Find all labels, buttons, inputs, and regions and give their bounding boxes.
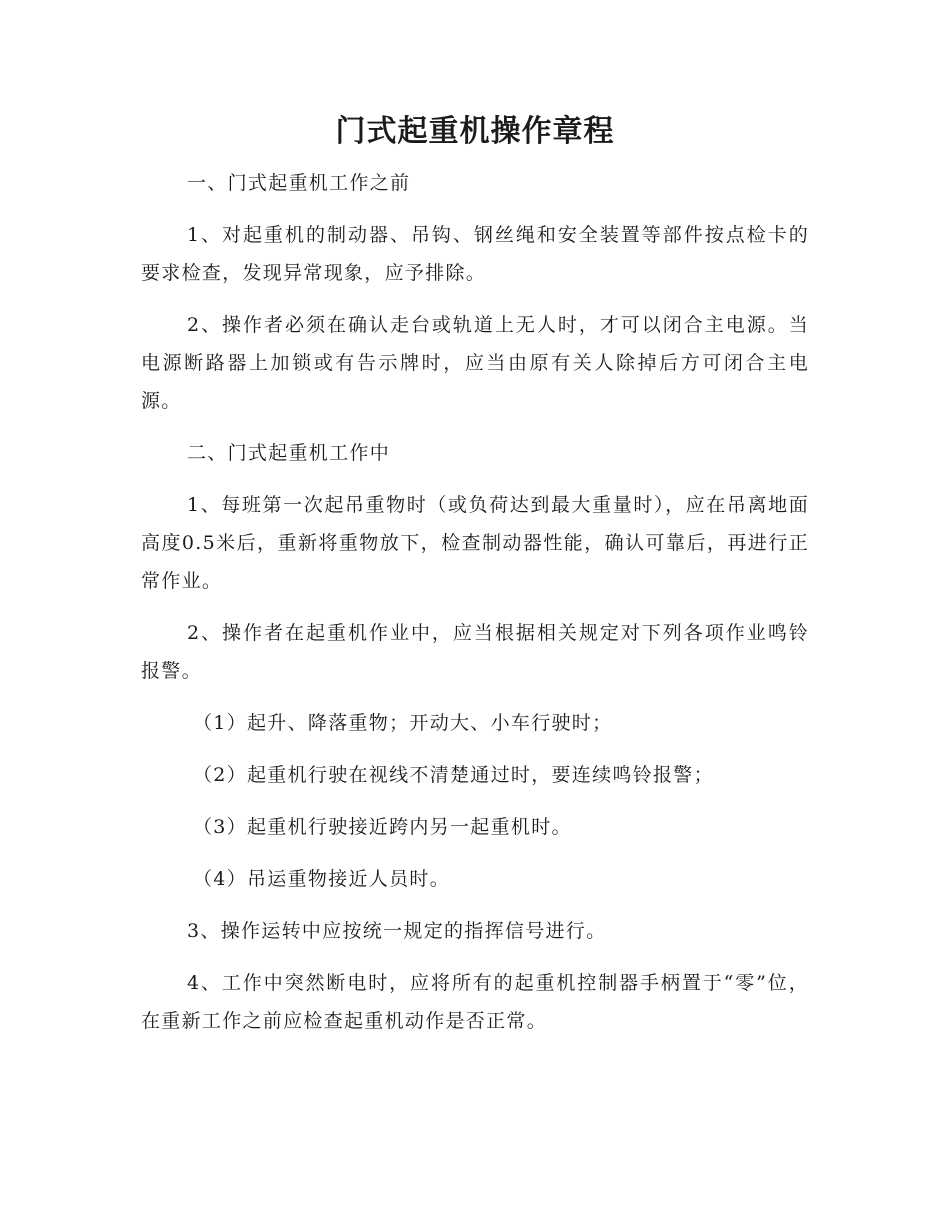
list-item-sub-3: （3）起重机行驶接近跨内另一起重机时。 [193, 816, 572, 838]
list-item-sub-1: （1）起升、降落重物；开动大、小车行驶时； [193, 712, 613, 734]
paragraph-power-failure: 4、工作中突然断电时，应将所有的起重机控制器手柄置于“零”位，在重新工作之前应检查起重机动作是否正常。 [141, 972, 809, 1032]
paragraph-inspection: 1、对起重机的制动器、吊钩、钢丝绳和安全装置等部件按点检卡的要求检查，发现异常现象，应予排除。 [141, 224, 809, 284]
paragraph-signals: 3、操作运转中应按统一规定的指挥信号进行。 [187, 920, 607, 942]
paragraph-bell-alarm: 2、操作者在起重机作业中，应当根据相关规定对下列各项作业鸣铃报警。 [141, 622, 809, 682]
section-heading-during-work: 二、门式起重机工作中 [187, 442, 391, 464]
document-body [141, 164, 809, 1054]
paragraph-main-power: 2、操作者必须在确认走台或轨道上无人时，才可以闭合主电源。当电源断路器上加锁或有告示牌时，应当由原有关人除掉后方可闭合主电源。 [141, 314, 809, 412]
document-title: 门式起重机操作章程 [335, 114, 615, 149]
list-item-sub-4: （4）吊运重物接近人员时。 [193, 868, 450, 890]
paragraph-first-lift: 1、每班第一次起吊重物时（或负荷达到最大重量时），应在吊离地面高度0.5米后，重新将重物放下，检查制动器性能，确认可靠后，再进行正常作业。 [141, 494, 809, 592]
list-item-sub-2: （2）起重机行驶在视线不清楚通过时，要连续鸣铃报警； [193, 764, 714, 786]
section-heading-before-work: 一、门式起重机工作之前 [187, 172, 411, 194]
